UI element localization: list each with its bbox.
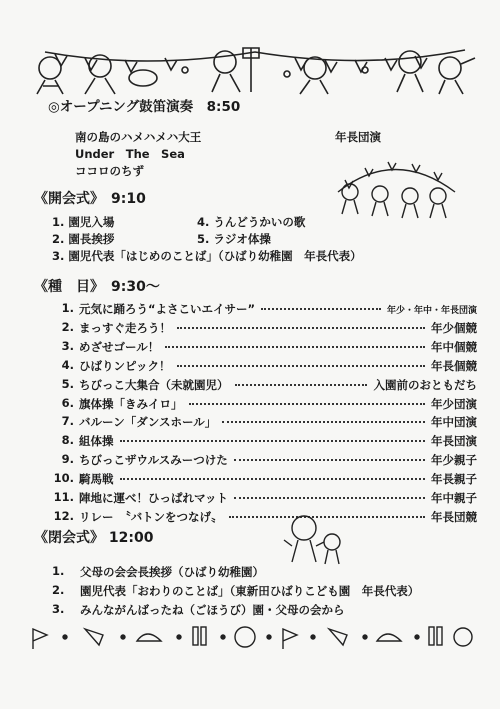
opening-ceremony-item-1: 1. 園児入場 (52, 215, 115, 229)
program-item-number: 6. (61, 395, 74, 410)
program-item-participants: 年少個競 (431, 320, 477, 335)
closing-item-2-num: 2. (52, 583, 65, 597)
program-item-participants: 年少・年中・年長団演 (386, 306, 477, 316)
program-item-leader-dots (189, 403, 425, 405)
program-item-participants: 年中個競 (431, 339, 477, 354)
program-item-participants: 年長親子 (431, 472, 477, 487)
program-item-participants: 年長個競 (431, 358, 477, 373)
opening-ceremony-title: 《開会式》 9:10 (34, 191, 146, 207)
program-item-leader-dots (234, 459, 425, 461)
sports-items-decoration (25, 615, 475, 655)
program-item-number: 12. (53, 508, 74, 523)
closing-item-1-text: 父母の会会長挨拶（ひばり幼稚園） (80, 565, 264, 579)
program-item (52, 396, 477, 414)
program-item-title: ひばりンピック！ (79, 358, 171, 373)
program-item-title: 旗体操「きみイロ」 (79, 396, 183, 411)
opening-performance-title: ◎オープニング鼓笛演奏 8:50 (48, 99, 241, 115)
program-item-participants: 入園前のおともだち (373, 377, 477, 392)
program-item-participants: 年少団演 (431, 396, 477, 411)
program-item-title: 組体操 (79, 434, 114, 449)
program-item-leader-dots (234, 497, 425, 499)
program-item (52, 509, 477, 527)
program-item-leader-dots (177, 327, 425, 329)
program-item-number: 7. (61, 414, 74, 429)
opening-ceremony-item-4: 4. うんどうかいの歌 (197, 215, 306, 229)
program-item-title: めざせゴール！ (79, 339, 160, 354)
program-item-title: ちびっこザウルスみーつけた (79, 453, 228, 468)
program-item-number: 10. (53, 471, 74, 486)
program-item (52, 339, 477, 357)
program-item (52, 320, 477, 338)
program-item-participants: 年長団競 (431, 509, 477, 524)
program-item-leader-dots (222, 421, 425, 423)
program-item-leader-dots (120, 440, 425, 442)
closing-item-3-num: 3. (52, 602, 65, 616)
opening-performer: 年長団演 (335, 130, 381, 144)
program-item (52, 301, 477, 319)
program-item (52, 433, 477, 451)
opening-song-1: 南の島のハメハメハ大王 (75, 130, 202, 144)
closing-item-1-num: 1. (52, 564, 65, 578)
program-item-title: ちびっこ大集合（未就園児） (79, 377, 229, 392)
program-item-participants: 年長団演 (431, 434, 477, 449)
program-item-participants: 年少親子 (431, 453, 477, 468)
program-item-number: 5. (61, 376, 74, 391)
kids-running-illustration (282, 512, 352, 567)
program-item (52, 471, 477, 489)
program-item-number: 9. (61, 452, 74, 467)
program-item-leader-dots (261, 308, 381, 310)
program-item-leader-dots (120, 478, 425, 480)
program-item-title: 元気に踊ろう“よさこいエイサー” (79, 302, 256, 316)
program-item (52, 414, 477, 432)
program-item-leader-dots (177, 365, 425, 367)
kids-cheering-illustration (330, 152, 465, 222)
program-item (52, 358, 477, 376)
program-item-number: 2. (61, 319, 74, 334)
program-item-number: 11. (53, 490, 74, 504)
program-title: 《種 目》 9:30～ (34, 279, 160, 295)
program-item-number: 8. (61, 433, 74, 448)
program-item-number: 1. (61, 301, 74, 315)
program-item-leader-dots (165, 346, 425, 348)
opening-ceremony-item-3: 3. 園児代表「はじめのことば」（ひばり幼稚園 年長代表） (52, 249, 362, 263)
program-item-number: 3. (61, 338, 74, 353)
program-item-title: 騎馬戦 (79, 472, 114, 487)
program-item-title: リレー 〝バトンをつなげ〟 (79, 509, 223, 524)
kids-bunting-banner-illustration (25, 30, 480, 100)
program-item-title: まっすぐ走ろう！ (79, 320, 171, 335)
opening-song-3: ココロのちず (75, 164, 144, 178)
program-item-title: 陣地に運べ！ひっぱれマット (79, 491, 229, 505)
closing-item-2-text: 園児代表「おわりのことば」（東新田ひばりこども園 年長代表） (80, 584, 420, 598)
closing-item-3-text: みんながんばったね（ごほうび）園・父母の会から (80, 603, 345, 617)
program-item-number: 4. (61, 357, 74, 372)
closing-ceremony-title: 《閉会式》 12:00 (34, 530, 154, 546)
program-item-leader-dots (235, 384, 367, 386)
opening-ceremony-item-5: 5. ラジオ体操 (197, 232, 271, 246)
program-item-participants: 年中親子 (431, 491, 477, 505)
opening-ceremony-item-2: 2. 園長挨拶 (52, 232, 115, 246)
program-item-participants: 年中団演 (431, 415, 477, 430)
program-item (52, 452, 477, 470)
program-item (52, 377, 477, 395)
opening-song-2: Under The Sea (75, 147, 185, 161)
program-item-title: バルーン「ダンスホール」 (79, 415, 217, 430)
program-item (52, 490, 477, 508)
